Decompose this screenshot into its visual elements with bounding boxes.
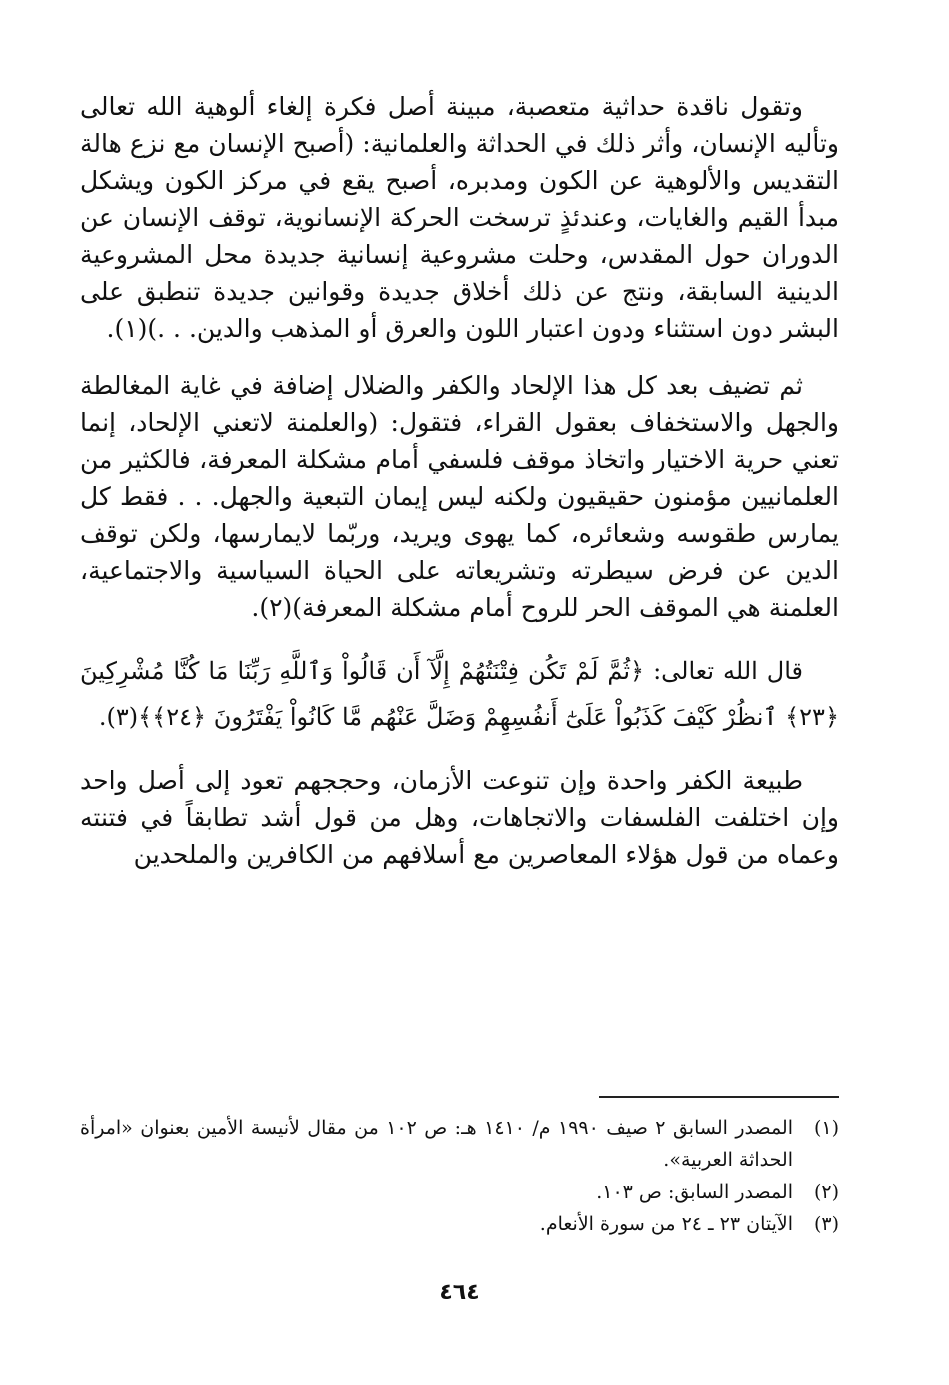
footnote-text: المصدر السابق: ص ١٠٣. [596, 1181, 793, 1203]
footnote-text: المصدر السابق ٢ صيف ١٩٩٠ م/ ١٤١٠ هـ: ص ١٠٢ من مقال لأنيسة الأمين بعنوان «امرأة الحداثة العربية». [80, 1117, 794, 1171]
footnote-3 [80, 1208, 839, 1240]
footnote-separator [599, 1096, 839, 1098]
paragraph-4: طبيعة الكفر واحدة وإن تنوعت الأزمان، وحججهم تعود إلى أصل واحد وإن اختلفت الفلسفات والاتجاهات، وهل من قول أشد تطابقاً في فتنته وعماه من قول هؤلاء المعاصرين مع أسلافهم من الكافرين والملحدين [80, 766, 839, 869]
page-body [80, 88, 839, 1325]
footnote-1 [80, 1112, 839, 1176]
page-number: ٤٦٤ [439, 1280, 480, 1305]
quran-verse-paragraph: قال الله تعالى: ﴿ثُمَّ لَمْ تَكُن فِتْنَتُهُمْ إِلَّآ أَن قَالُواْ وَٱللَّهِ رَبِّنَا مَا كُنَّا مُشْرِكِينَ ﴿٢٣﴾ ٱنظُرْ كَيْفَ كَذَبُواْ عَلَىٰٓ أَنفُسِهِمْ وَضَلَّ عَنْهُم مَّا كَانُواْ يَفْتَرُونَ ﴿٢٤﴾﴾(٣). [80, 657, 839, 731]
footnote-number: (١) [813, 1117, 839, 1139]
footnote-text: الآيتان ٢٣ ـ ٢٤ من سورة الأنعام. [539, 1213, 793, 1235]
footnote-number: (٢) [813, 1181, 839, 1203]
footnote-number: (٣) [813, 1213, 839, 1235]
footnotes [80, 1112, 839, 1240]
paragraph-1: وتقول ناقدة حداثية متعصبة، مبينة أصل فكرة إلغاء ألوهية الله تعالى وتأليه الإنسان، وأثر ذلك في الحداثة والعلمانية: (أصبح الإنسان مع نزع هالة التقديس والألوهية عن الكون ومدبره، أصبح يقع في مركز الكون ويشكل مبدأ القيم والغايات، وعندئذٍ ترسخت الحركة الإنسانوية، توقف الإنسان عن الدوران حول المقدس، وحلت مشروعية إنسانية جديدة محل المشروعية الدينية السابقة، ونتج عن ذلك أخلاق جديدة وقوانين جديدة تنطبق على البشر دون استثناء ودون اعتبار اللون والعرق أو المذهب والدين. . .)(١). [80, 92, 839, 343]
paragraph-2: ثم تضيف بعد كل هذا الإلحاد والكفر والضلال إضافة في غاية المغالطة والجهل والاستخفاف بعقول القراء، فتقول: (والعلمنة لاتعني الإلحاد، إنما تعني حرية الاختيار واتخاذ موقف فلسفي أمام مشكلة المعرفة، فالكثير من العلمانيين مؤمنون حقيقيون ولكنه ليس إيمان التبعية والجهل. . . فقط كل يمارس طقوسه وشعائره، كما يهوى ويريد، وربّما لايمارسها، ولكن توقف الدين عن فرض سيطرته وتشريعاته على الحياة السياسية والاجتماعية، العلمنة هي الموقف الحر للروح أمام مشكلة المعرفة)(٢). [80, 371, 839, 622]
footnote-2 [80, 1176, 839, 1208]
